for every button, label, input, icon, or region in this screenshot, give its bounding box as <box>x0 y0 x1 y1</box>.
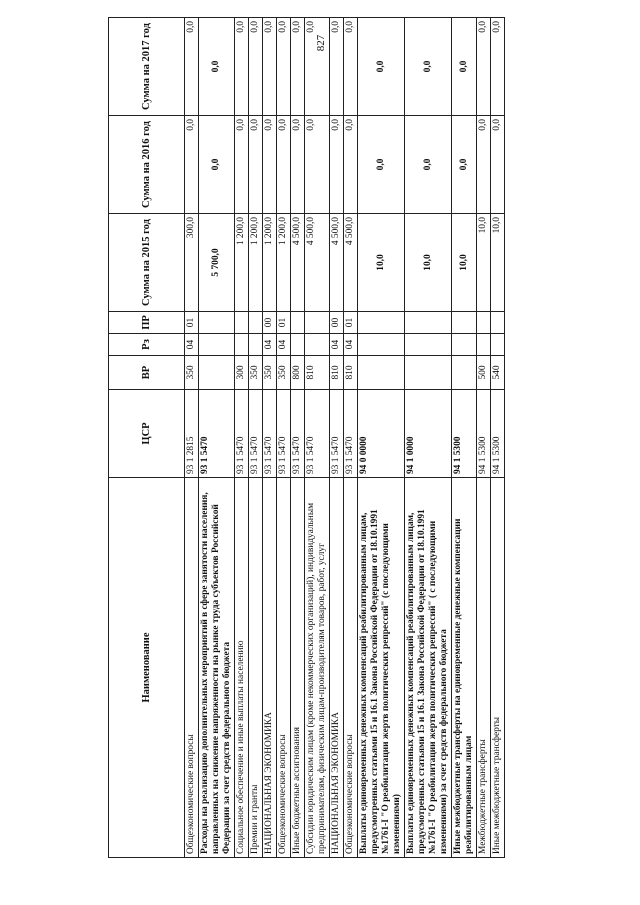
cell-csr: 93 1 5470 <box>305 390 330 478</box>
cell-sum-2015: 10,0 <box>491 214 505 312</box>
cell-csr: 94 1 5300 <box>477 390 491 478</box>
table-row <box>330 18 344 858</box>
cell-name: Общеэкономические вопросы <box>344 478 358 858</box>
cell-rz: 04 <box>330 334 344 356</box>
cell-sum-2016: 0,0 <box>185 116 199 214</box>
table-row <box>199 18 235 858</box>
cell-sum-2016: 0,0 <box>291 116 305 214</box>
cell-name: Выплаты единовременных денежных компенсаций реабилитированным лицам, предусмотренных статьями 15 и 16.1 Закона Российской Федерации от 18.10.1991 №1761-I "О реабилитации жертв политических репрессий" (с последующими изменениями) <box>358 478 405 858</box>
cell-sum-2015: 4 500,0 <box>344 214 358 312</box>
cell-sum-2017: 0,0 <box>199 18 235 116</box>
cell-name: Социальное обеспечение и иные выплаты населению <box>235 478 249 858</box>
cell-csr: 93 1 5470 <box>199 390 235 478</box>
cell-sum-2016: 0,0 <box>452 116 477 214</box>
cell-sum-2016: 0,0 <box>263 116 277 214</box>
table-header-row <box>109 18 185 858</box>
table-row <box>491 18 505 858</box>
cell-name: Субсидии юридическим лицам (кроме некоммерческих организаций), индивидуальным предпринимателям, физическим лицам-производителям товаров, работ, услуг <box>305 478 330 858</box>
cell-rz <box>199 334 235 356</box>
table-row <box>235 18 249 858</box>
cell-sum-2016: 0,0 <box>305 116 330 214</box>
cell-pr <box>249 312 263 334</box>
table-row <box>263 18 277 858</box>
cell-sum-2015: 300,0 <box>185 214 199 312</box>
cell-csr: 93 1 5470 <box>330 390 344 478</box>
cell-sum-2016: 0,0 <box>277 116 291 214</box>
cell-sum-2015: 10,0 <box>358 214 405 312</box>
cell-name: НАЦИОНАЛЬНАЯ ЭКОНОМИКА <box>263 478 277 858</box>
table-row <box>185 18 199 858</box>
cell-sum-2017: 0,0 <box>249 18 263 116</box>
header-rz: Рз <box>109 334 185 356</box>
cell-csr: 94 1 5300 <box>452 390 477 478</box>
table-row <box>291 18 305 858</box>
cell-name: НАЦИОНАЛЬНАЯ ЭКОНОМИКА <box>330 478 344 858</box>
cell-name: Общеэкономические вопросы <box>185 478 199 858</box>
cell-csr: 93 1 5470 <box>277 390 291 478</box>
cell-pr: 01 <box>185 312 199 334</box>
cell-sum-2017: 0,0 <box>330 18 344 116</box>
cell-sum-2015: 4 500,0 <box>305 214 330 312</box>
cell-rz: 04 <box>277 334 291 356</box>
cell-sum-2015: 1 200,0 <box>277 214 291 312</box>
cell-pr <box>452 312 477 334</box>
cell-pr <box>305 312 330 334</box>
cell-pr <box>291 312 305 334</box>
cell-sum-2015: 10,0 <box>405 214 452 312</box>
cell-vr: 500 <box>477 356 491 390</box>
cell-csr: 93 1 5470 <box>235 390 249 478</box>
cell-vr: 810 <box>305 356 330 390</box>
cell-pr <box>235 312 249 334</box>
cell-rz <box>477 334 491 356</box>
cell-pr <box>199 312 235 334</box>
cell-pr <box>405 312 452 334</box>
cell-name: Иные межбюджетные трансферты на единовременные денежные компенсации реабилитированным лицам <box>452 478 477 858</box>
cell-sum-2017: 0,0 <box>491 18 505 116</box>
cell-sum-2017: 0,0 <box>452 18 477 116</box>
cell-name: Межбюджетные трансферты <box>477 478 491 858</box>
cell-sum-2016: 0,0 <box>199 116 235 214</box>
cell-pr <box>491 312 505 334</box>
table-row <box>358 18 405 858</box>
cell-csr: 94 1 5300 <box>491 390 505 478</box>
cell-pr: 00 <box>263 312 277 334</box>
cell-rz <box>249 334 263 356</box>
cell-pr: 01 <box>344 312 358 334</box>
cell-vr <box>358 356 405 390</box>
table-body <box>185 18 505 858</box>
cell-csr: 93 1 5470 <box>263 390 277 478</box>
cell-sum-2016: 0,0 <box>344 116 358 214</box>
cell-rz <box>291 334 305 356</box>
table-row <box>305 18 330 858</box>
cell-sum-2017: 0,0 <box>344 18 358 116</box>
cell-sum-2017: 0,0 <box>235 18 249 116</box>
cell-rz <box>452 334 477 356</box>
cell-vr: 810 <box>344 356 358 390</box>
cell-sum-2015: 4 500,0 <box>330 214 344 312</box>
cell-csr: 93 1 5470 <box>344 390 358 478</box>
cell-sum-2017: 0,0 <box>277 18 291 116</box>
header-sum-2015: Сумма на 2015 год <box>109 214 185 312</box>
cell-vr: 300 <box>235 356 249 390</box>
cell-csr: 94 0 0000 <box>358 390 405 478</box>
cell-csr: 93 1 5470 <box>291 390 305 478</box>
cell-name: Иные межбюджетные трансферты <box>491 478 505 858</box>
page-number: 827 <box>315 34 327 52</box>
cell-csr: 93 1 2815 <box>185 390 199 478</box>
cell-sum-2017: 0,0 <box>291 18 305 116</box>
cell-vr: 350 <box>263 356 277 390</box>
header-sum-2016: Сумма на 2016 год <box>109 116 185 214</box>
cell-rz <box>358 334 405 356</box>
cell-sum-2017: 0,0 <box>477 18 491 116</box>
table-row <box>277 18 291 858</box>
header-name: Наименование <box>109 478 185 858</box>
table-row <box>249 18 263 858</box>
cell-rz: 04 <box>185 334 199 356</box>
cell-vr: 350 <box>277 356 291 390</box>
cell-vr: 810 <box>330 356 344 390</box>
cell-csr: 93 1 5470 <box>249 390 263 478</box>
cell-pr: 00 <box>330 312 344 334</box>
cell-vr: 800 <box>291 356 305 390</box>
cell-sum-2017: 0,0 <box>305 18 330 116</box>
cell-sum-2016: 0,0 <box>358 116 405 214</box>
header-csr: ЦСР <box>109 390 185 478</box>
cell-vr: 540 <box>491 356 505 390</box>
cell-name: Выплаты единовременных денежных компенсаций реабилитированным лицам, предусмотренных статьями 15 и 16.1 Закона Российской Федерации от 18.10.1991 №1761-I "О реабилитации жертв политических репрессий" ( с последующими изменениями) за счет средств федерального бюджета <box>405 478 452 858</box>
cell-sum-2016: 0,0 <box>249 116 263 214</box>
table-row <box>405 18 452 858</box>
cell-sum-2015: 1 200,0 <box>263 214 277 312</box>
cell-pr: 01 <box>277 312 291 334</box>
cell-vr: 350 <box>185 356 199 390</box>
cell-rz <box>305 334 330 356</box>
cell-sum-2016: 0,0 <box>477 116 491 214</box>
cell-vr <box>199 356 235 390</box>
cell-csr: 94 1 0000 <box>405 390 452 478</box>
cell-rz: 04 <box>344 334 358 356</box>
cell-pr <box>477 312 491 334</box>
rotated-table-container <box>108 18 639 858</box>
header-pr: ПР <box>109 312 185 334</box>
cell-sum-2017: 0,0 <box>185 18 199 116</box>
cell-sum-2015: 4 500,0 <box>291 214 305 312</box>
cell-name: Премии и гранты <box>249 478 263 858</box>
cell-sum-2015: 5 700,0 <box>199 214 235 312</box>
cell-sum-2015: 10,0 <box>477 214 491 312</box>
cell-sum-2015: 10,0 <box>452 214 477 312</box>
cell-rz <box>405 334 452 356</box>
table-row <box>477 18 491 858</box>
cell-sum-2017: 0,0 <box>263 18 277 116</box>
cell-vr <box>452 356 477 390</box>
cell-sum-2017: 0,0 <box>405 18 452 116</box>
cell-sum-2016: 0,0 <box>405 116 452 214</box>
header-sum-2017: Сумма на 2017 год <box>109 18 185 116</box>
cell-pr <box>358 312 405 334</box>
budget-table <box>108 17 505 858</box>
cell-name: Иные бюджетные ассигнования <box>291 478 305 858</box>
table-row <box>344 18 358 858</box>
cell-name: Общеэкономические вопросы <box>277 478 291 858</box>
cell-rz <box>491 334 505 356</box>
cell-rz: 04 <box>263 334 277 356</box>
cell-sum-2016: 0,0 <box>491 116 505 214</box>
table-row <box>452 18 477 858</box>
cell-sum-2016: 0,0 <box>330 116 344 214</box>
cell-rz <box>235 334 249 356</box>
header-vr: ВР <box>109 356 185 390</box>
cell-name: Расходы на реализацию дополнительных мероприятий в сфере занятости населения, направленных на снижение напряженности на рынке труда субъектов Российской Федерации за счет средств федерального бюджета <box>199 478 235 858</box>
cell-sum-2017: 0,0 <box>358 18 405 116</box>
cell-sum-2015: 1 200,0 <box>249 214 263 312</box>
cell-vr: 350 <box>249 356 263 390</box>
cell-sum-2015: 1 200,0 <box>235 214 249 312</box>
cell-sum-2016: 0,0 <box>235 116 249 214</box>
cell-vr <box>405 356 452 390</box>
